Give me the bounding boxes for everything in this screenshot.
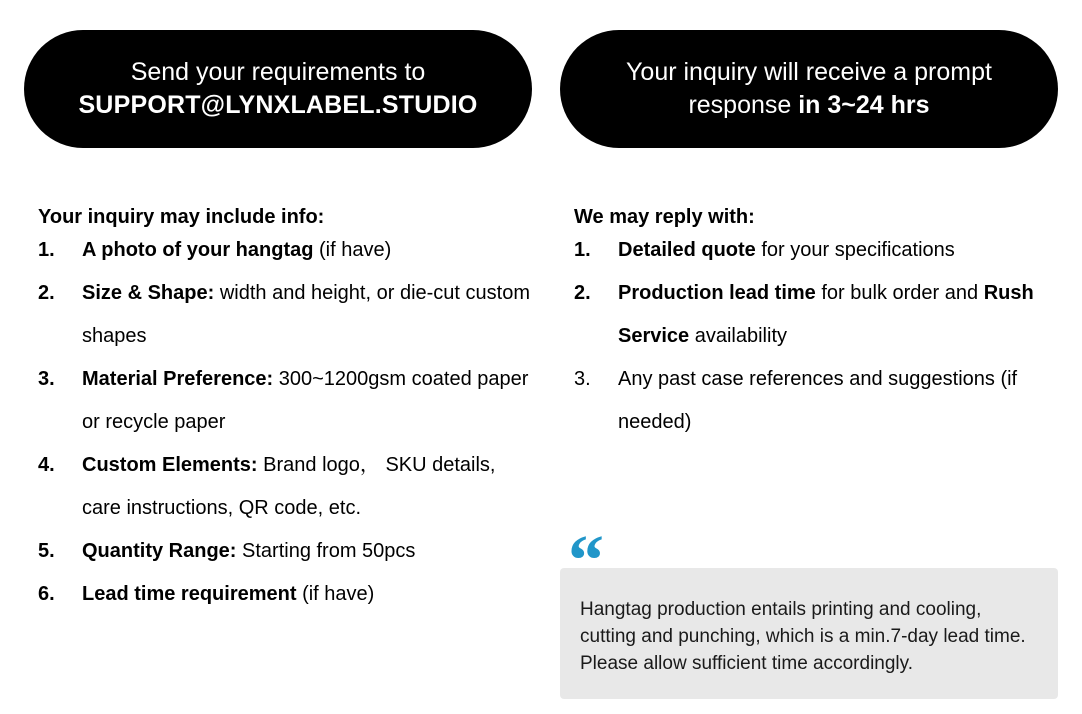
left-heading: Your inquiry may include info:	[38, 206, 325, 228]
list-item	[560, 229, 1058, 272]
right-column	[560, 0, 1058, 444]
right-banner-line1: Your inquiry will receive a prompt	[626, 58, 992, 86]
inquiry-info-list	[24, 229, 532, 616]
list-item-number: 5.	[38, 540, 55, 562]
list-item-number: 3.	[38, 368, 55, 390]
list-item-text: for bulk order and	[815, 282, 984, 304]
list-item-text: Starting from 50pcs	[236, 540, 416, 562]
list-item-bold: Size & Shape:	[82, 282, 215, 304]
list-item-text: Brand logo， SKU details, care instructions, QR code, etc.	[82, 454, 496, 519]
response-time: in 3~24 hrs	[798, 91, 930, 119]
list-item-number: 2.	[574, 282, 591, 304]
reply-list	[560, 229, 1058, 444]
list-item-number: 6.	[38, 583, 55, 605]
list-item-bold: Material Preference:	[82, 368, 274, 390]
list-item-bold: Quantity Range:	[82, 540, 237, 562]
list-item-bold: Lead time requirement	[82, 583, 297, 605]
list-item-text: Any past case references and suggestions (if needed)	[618, 368, 1018, 433]
list-item	[24, 358, 532, 444]
left-banner-line1: Send your requirements to	[130, 58, 426, 86]
right-banner-line2	[586, 89, 1032, 122]
note-text: Hangtag production entails printing and cooling, cutting and punching, which is a min.7-day lead time. Please allow sufficient time accordingly.	[580, 599, 1026, 674]
list-item-text: (if have)	[296, 583, 375, 605]
list-item-text: width and height, or die-cut custom shapes	[82, 282, 530, 347]
list-item	[560, 358, 1058, 444]
right-banner	[560, 30, 1058, 148]
list-item	[24, 229, 532, 272]
list-item	[560, 272, 1058, 358]
list-item-text: 300~1200gsm coated paper or recycle paper	[82, 368, 529, 433]
left-column	[24, 0, 532, 616]
list-item-bold: A photo of your hangtag	[82, 239, 314, 261]
list-item-bold: Detailed quote	[618, 239, 756, 261]
list-item-bold-2: Rush Service	[618, 282, 1034, 347]
list-item-number: 4.	[38, 454, 55, 476]
quote-icon: “	[568, 520, 602, 600]
list-item-bold: Production lead time	[618, 282, 816, 304]
right-heading: We may reply with:	[574, 206, 755, 228]
list-item-bold: Custom Elements:	[82, 454, 258, 476]
list-item-number: 1.	[574, 239, 591, 261]
list-item-text-2: availability	[689, 325, 787, 347]
list-item-number: 2.	[38, 282, 55, 304]
list-item-number: 1.	[38, 239, 55, 261]
list-item-text: for your specifications	[755, 239, 955, 261]
list-item	[24, 530, 532, 573]
note-box	[560, 520, 1058, 699]
list-item	[24, 573, 532, 616]
list-item	[24, 444, 532, 530]
list-item-text: (if have)	[313, 239, 392, 261]
list-item	[24, 272, 532, 358]
list-item-number: 3.	[574, 368, 591, 390]
note-callout	[560, 520, 1058, 699]
right-banner-line2-prefix: response	[688, 91, 799, 119]
support-email: SUPPORT@LYNXLABEL.STUDIO	[78, 91, 478, 119]
left-banner	[24, 30, 532, 148]
